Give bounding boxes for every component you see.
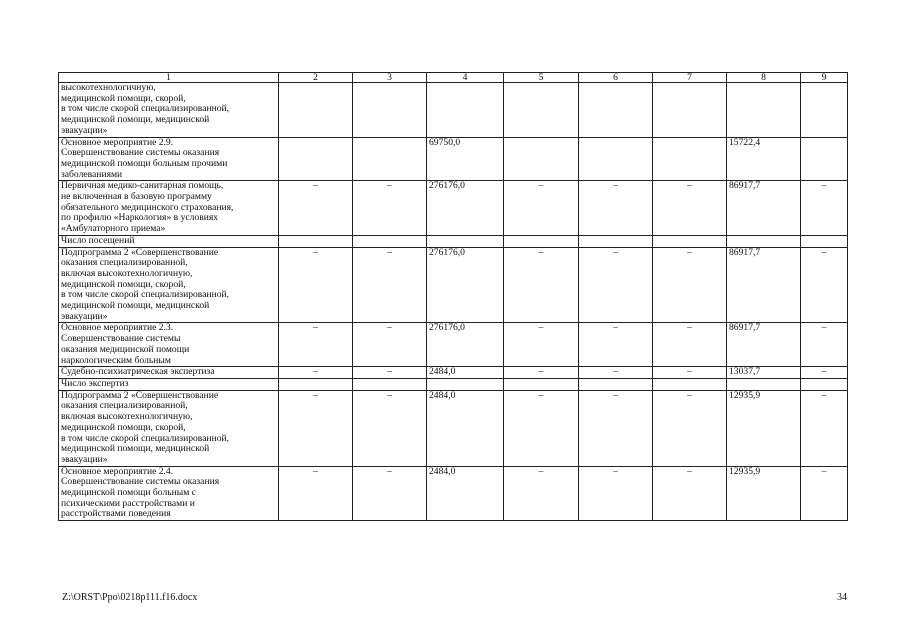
cell-col4: 69750,0: [427, 137, 504, 181]
cell-col7: –: [653, 323, 727, 367]
cell-col2: [279, 137, 353, 181]
cell-col2: –: [279, 323, 353, 367]
cell-col9: –: [801, 466, 848, 521]
cell-col4: 2484,0: [427, 390, 504, 466]
cell-col2: –: [279, 466, 353, 521]
cell-col7: –: [653, 466, 727, 521]
cell-col9: –: [801, 181, 848, 236]
cell-col6: –: [579, 466, 653, 521]
col-header-9: 9: [801, 73, 848, 83]
cell-col5: –: [504, 466, 579, 521]
cell-col8: 12935,9: [727, 390, 801, 466]
cell-col6: –: [579, 181, 653, 236]
cell-col7: [653, 83, 727, 138]
cell-col2: [279, 235, 353, 247]
cell-col2: –: [279, 247, 353, 323]
cell-col8: [727, 378, 801, 390]
cell-col6: [579, 137, 653, 181]
cell-col3: [353, 83, 427, 138]
col-header-2: 2: [279, 73, 353, 83]
row-description: Основное мероприятие 2.4. Совершенствование системы оказания медицинской помощи больным с психическими расстройствами и расстройствами поведения: [59, 466, 279, 521]
cell-col4: [427, 235, 504, 247]
cell-col8: 15722,4: [727, 137, 801, 181]
table-row: [59, 235, 848, 247]
cell-col4: 276176,0: [427, 323, 504, 367]
cell-col7: –: [653, 247, 727, 323]
table-row: [59, 137, 848, 181]
row-description: Первичная медико-санитарная помощь, не включенная в базовую программу обязательного медицинского страхования, по профилю «Наркология» в условиях «Амбулаторного приема»: [59, 181, 279, 236]
footer-file-path: Z:\ORST\Ppo\0218p111.f16.docx: [62, 592, 198, 603]
cell-col3: [353, 378, 427, 390]
row-description: Подпрограмма 2 «Совершенствование оказания специализированной, включая высокотехнологичную, медицинской помощи, скорой, в том числе скорой специализированной, медицинской помощи, медицинской эвакуации»: [59, 247, 279, 323]
row-description: Число посещений: [59, 235, 279, 247]
cell-col6: [579, 378, 653, 390]
row-description: Судебно-психиатрическая экспертиза: [59, 367, 279, 379]
table-row: [59, 181, 848, 236]
cell-col6: –: [579, 247, 653, 323]
cell-col2: [279, 378, 353, 390]
cell-col2: –: [279, 367, 353, 379]
table-row: [59, 247, 848, 323]
col-header-1: 1: [59, 73, 279, 83]
row-description: Подпрограмма 2 «Совершенствование оказания специализированной, включая высокотехнологичную, медицинской помощи, скорой, в том числе скорой специализированной, медицинской помощи, медицинской эвакуации»: [59, 390, 279, 466]
cell-col2: –: [279, 390, 353, 466]
row-description: Основное мероприятие 2.9. Совершенствование системы оказания медицинской помощи больным прочими заболеваниями: [59, 137, 279, 181]
col-header-5: 5: [504, 73, 579, 83]
cell-col3: [353, 235, 427, 247]
cell-col3: –: [353, 181, 427, 236]
cell-col4: 2484,0: [427, 367, 504, 379]
col-header-7: 7: [653, 73, 727, 83]
cell-col4: 276176,0: [427, 247, 504, 323]
row-description: высокотехнологичную, медицинской помощи, скорой, в том числе скорой специализированной, медицинской помощи, медицинской эвакуации»: [59, 83, 279, 138]
cell-col5: [504, 83, 579, 138]
cell-col9: –: [801, 367, 848, 379]
cell-col5: [504, 378, 579, 390]
cell-col8: [727, 83, 801, 138]
cell-col8: 86917,7: [727, 181, 801, 236]
cell-col3: –: [353, 390, 427, 466]
header-row: [59, 73, 848, 83]
cell-col8: 13037,7: [727, 367, 801, 379]
cell-col2: [279, 83, 353, 138]
table-row: [59, 323, 848, 367]
cell-col5: [504, 137, 579, 181]
cell-col3: [353, 137, 427, 181]
cell-col7: [653, 137, 727, 181]
cell-col3: –: [353, 247, 427, 323]
col-header-6: 6: [579, 73, 653, 83]
cell-col5: –: [504, 247, 579, 323]
cell-col8: 86917,7: [727, 323, 801, 367]
cell-col3: –: [353, 323, 427, 367]
cell-col9: –: [801, 247, 848, 323]
table-row: [59, 83, 848, 138]
cell-col9: [801, 137, 848, 181]
budget-table: [58, 72, 848, 521]
cell-col7: [653, 378, 727, 390]
row-description: Число экспертиз: [59, 378, 279, 390]
cell-col4: [427, 83, 504, 138]
cell-col7: –: [653, 390, 727, 466]
cell-col9: [801, 378, 848, 390]
cell-col4: 276176,0: [427, 181, 504, 236]
table-row: [59, 466, 848, 521]
cell-col6: –: [579, 323, 653, 367]
cell-col6: [579, 83, 653, 138]
cell-col9: –: [801, 390, 848, 466]
cell-col9: [801, 83, 848, 138]
cell-col6: [579, 235, 653, 247]
cell-col6: –: [579, 390, 653, 466]
cell-col3: –: [353, 367, 427, 379]
cell-col4: 2484,0: [427, 466, 504, 521]
cell-col5: –: [504, 181, 579, 236]
cell-col8: [727, 235, 801, 247]
table-row: [59, 390, 848, 466]
cell-col5: –: [504, 390, 579, 466]
cell-col5: [504, 235, 579, 247]
cell-col2: –: [279, 181, 353, 236]
row-description: Основное мероприятие 2.3. Совершенствование системы оказания медицинской помощи наркологическим больным: [59, 323, 279, 367]
table-row: [59, 378, 848, 390]
cell-col9: [801, 235, 848, 247]
table-row: [59, 367, 848, 379]
cell-col3: –: [353, 466, 427, 521]
cell-col8: 86917,7: [727, 247, 801, 323]
col-header-4: 4: [427, 73, 504, 83]
cell-col8: 12935,9: [727, 466, 801, 521]
cell-col4: [427, 378, 504, 390]
cell-col5: –: [504, 367, 579, 379]
footer-page-number: 34: [837, 592, 847, 603]
cell-col7: –: [653, 367, 727, 379]
col-header-3: 3: [353, 73, 427, 83]
cell-col7: [653, 235, 727, 247]
col-header-8: 8: [727, 73, 801, 83]
cell-col7: –: [653, 181, 727, 236]
cell-col5: –: [504, 323, 579, 367]
cell-col9: –: [801, 323, 848, 367]
cell-col6: –: [579, 367, 653, 379]
